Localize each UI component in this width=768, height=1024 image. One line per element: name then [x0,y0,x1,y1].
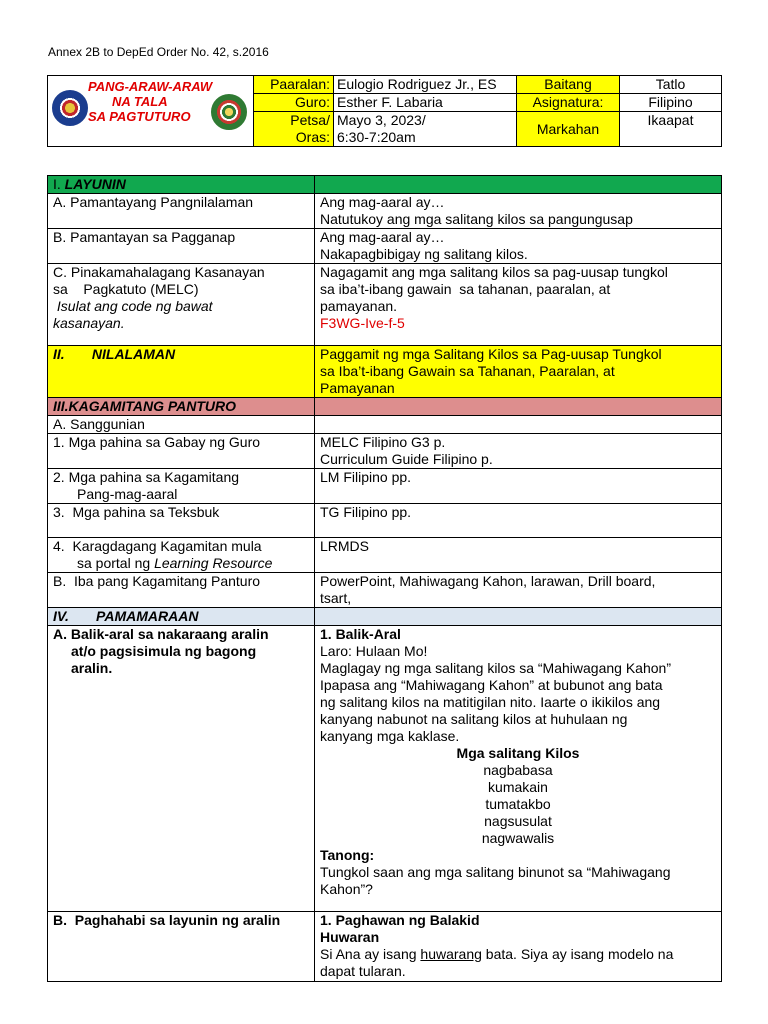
row-b-label: B. Pamantayan sa Pagganap [48,229,315,264]
word-list-item: nagwawalis [481,830,555,846]
balik-aral-line-2: Maglagay ng mga salitang kilos sa “Mahiwagang Kahon” [320,660,671,676]
row-c-label-line-2: sa Pagkatuto (MELC) [53,281,199,297]
date-value-line-1: Mayo 3, 2023/ [337,112,426,128]
word-list-title: Mga salitang Kilos [456,745,580,761]
nilalaman-line-3: Pamayanan [320,380,395,396]
teacher-value: Esther F. Labaria [334,94,517,112]
row-c-label-line-4: kasanayan. [53,315,125,331]
balik-aral-line-6: kanyang mga kaklase. [320,728,460,744]
row-gabay-label: 1. Mga pahina sa Gabay ng Guro [48,434,315,469]
row-a-value-line-1: Ang mag-aaral ay… [320,194,445,210]
section-layunin-fill [315,176,722,194]
section-layunin-title: LAYUNIN [64,176,126,192]
question-line-2: Kahon”? [320,881,373,897]
row-c-value-line-1: Nagagamit ang mga salitang kilos sa pag-uusap tungkol [320,264,668,280]
underlined-word: huwarang [420,946,482,962]
row-iba-value [315,573,722,608]
annex-reference: Annex 2B to DepEd Order No. 42, s.2016 [48,45,269,59]
row-lm-label [48,469,315,504]
row-a-label: A. Pamantayang Pangnilalaman [48,194,315,229]
row-b-value-line-1: Ang mag-aaral ay… [320,229,445,245]
balik-aral-line-5: kanyang nabunot na salitang kilos at huhulaan ng [320,711,628,727]
nilalaman-line-2: sa Iba’t-ibang Gawain sa Tahanan, Paaralan, at [320,363,615,379]
section-layunin [48,176,315,194]
row-b-value [315,229,722,264]
row-c-value-line-2: sa iba’t-ibang gawain sa tahanan, paaralan, at [320,281,611,297]
question-title: Tanong: [320,847,375,863]
balik-aral-heading: 1. Balik-Aral [320,626,401,642]
row-balik-aral-label-line-1: A. Balik-aral sa nakaraang aralin [53,626,269,642]
row-iba-label: B. Iba pang Kagamitang Panturo [48,573,315,608]
section-nilalaman-value [315,346,722,398]
date-label-line-1: Petsa/ [290,112,330,128]
school-seal-icon [211,94,247,130]
word-list-item: nagsusulat [484,813,552,829]
dlp-title-line-2: NA TALA [112,94,168,109]
row-sanggunian: A. Sanggunian [48,416,315,434]
date-value-line-2: 6:30-7:20am [337,129,416,145]
row-teksbuk-value: TG Filipino pp. [315,504,722,538]
nilalaman-line-1: Paggamit ng mga Salitang Kilos sa Pag-uusap Tungkol [320,346,662,362]
row-b-value-line-2: Nakapagbibigay ng salitang kilos. [320,246,528,262]
section-pamamaraan-fill [315,608,722,626]
word-list-item: tumatakbo [485,796,551,812]
balik-aral-line-4: ng salitang kilos na matitigilan nito. Iaarte o ikikilos ang [320,694,661,710]
grade-label: Baitang [517,76,620,94]
section-kagamitan: III.KAGAMITANG PANTURO [48,398,315,416]
balik-aral-line-1: Laro: Hulaan Mo! [320,643,428,659]
school-value: Eulogio Rodriguez Jr., ES [334,76,517,94]
row-c-label-line-3: Isulat ang code ng bawat [53,298,213,314]
row-lrmds-label [48,538,315,573]
sentence-line-2: dapat tularan. [320,963,406,979]
row-lm-label-line-2: Pang-mag-aaral [77,486,178,502]
lesson-header-table [47,75,722,147]
row-c-label [48,264,315,346]
row-gabay-value-line-2: Curriculum Guide Filipino p. [320,451,493,467]
sentence-part-1: Si Ana ay isang [320,946,421,962]
row-gabay-value-line-1: MELC Filipino G3 p. [320,434,446,450]
row-c-value [315,264,722,346]
row-lrmds-label-line-2b: Learning Resource [154,555,273,571]
date-value [334,112,517,147]
row-sanggunian-value [315,416,722,434]
vocabulary-word: Huwaran [320,929,380,945]
row-c-value-line-3: pamayanan. [320,298,398,314]
school-label: Paaralan: [254,76,334,94]
row-paghahabi-label: B. Paghahabi sa layunin ng aralin [48,912,315,982]
row-gabay-value [315,434,722,469]
word-list-item: kumakain [488,779,548,795]
quarter-label: Markahan [517,112,620,147]
row-balik-aral-label-line-2: at/o pagsisimula ng bagong [71,643,257,659]
balik-aral-line-3: Ipapasa ang “Mahiwagang Kahon” at bubunot ang bata [320,677,663,693]
date-label-line-2: Oras: [295,129,330,145]
row-c-label-line-1: C. Pinakamahalagang Kasanayan [53,264,265,280]
row-balik-aral-label-line-3: aralin. [71,660,113,676]
lesson-plan-table [47,175,722,982]
section-layunin-number: I. [53,176,65,192]
row-lrmds-label-line-2a: sa portal ng [77,555,155,571]
row-a-value-line-2: Natutukoy ang mga salitang kilos sa pangungusap [320,211,633,227]
word-list-item: nagbabasa [483,762,553,778]
date-label [254,112,334,147]
subject-label: Asignatura: [517,94,620,112]
dlp-title-line-3: SA PAGTUTURO [88,109,191,124]
deped-seal-icon [52,90,88,126]
row-paghahabi-value [315,912,722,982]
section-nilalaman: II. NILALAMAN [48,346,315,398]
row-teksbuk-label: 3. Mga pahina sa Teksbuk [48,504,315,538]
section-pamamaraan: IV. PAMAMARAAN [48,608,315,626]
melc-code: F3WG-Ive-f-5 [320,315,405,331]
header-logo-cell [48,76,254,147]
row-lm-value: LM Filipino pp. [315,469,722,504]
paghawan-heading: 1. Paghawan ng Balakid [320,912,480,928]
row-lrmds-label-line-1: 4. Karagdagang Kagamitan mula [53,538,262,554]
row-a-value [315,194,722,229]
teacher-label: Guro: [254,94,334,112]
row-iba-value-line-1: PowerPoint, Mahiwagang Kahon, larawan, Drill board, [320,573,656,589]
row-balik-aral-label [48,626,315,912]
row-lm-label-line-1: 2. Mga pahina sa Kagamitang [53,469,240,485]
subject-value: Filipino [620,94,722,112]
sentence-part-2: bata. Siya ay isang modelo na [481,946,674,962]
row-lrmds-value: LRMDS [315,538,722,573]
grade-value: Tatlo [620,76,722,94]
row-balik-aral-value [315,626,722,912]
section-kagamitan-fill [315,398,722,416]
row-iba-value-line-2: tsart, [320,590,352,606]
question-line-1: Tungkol saan ang mga salitang binunot sa “Mahiwagang [320,864,671,880]
dlp-title-line-1: PANG-ARAW-ARAW [88,79,213,94]
quarter-value: Ikaapat [620,112,722,147]
